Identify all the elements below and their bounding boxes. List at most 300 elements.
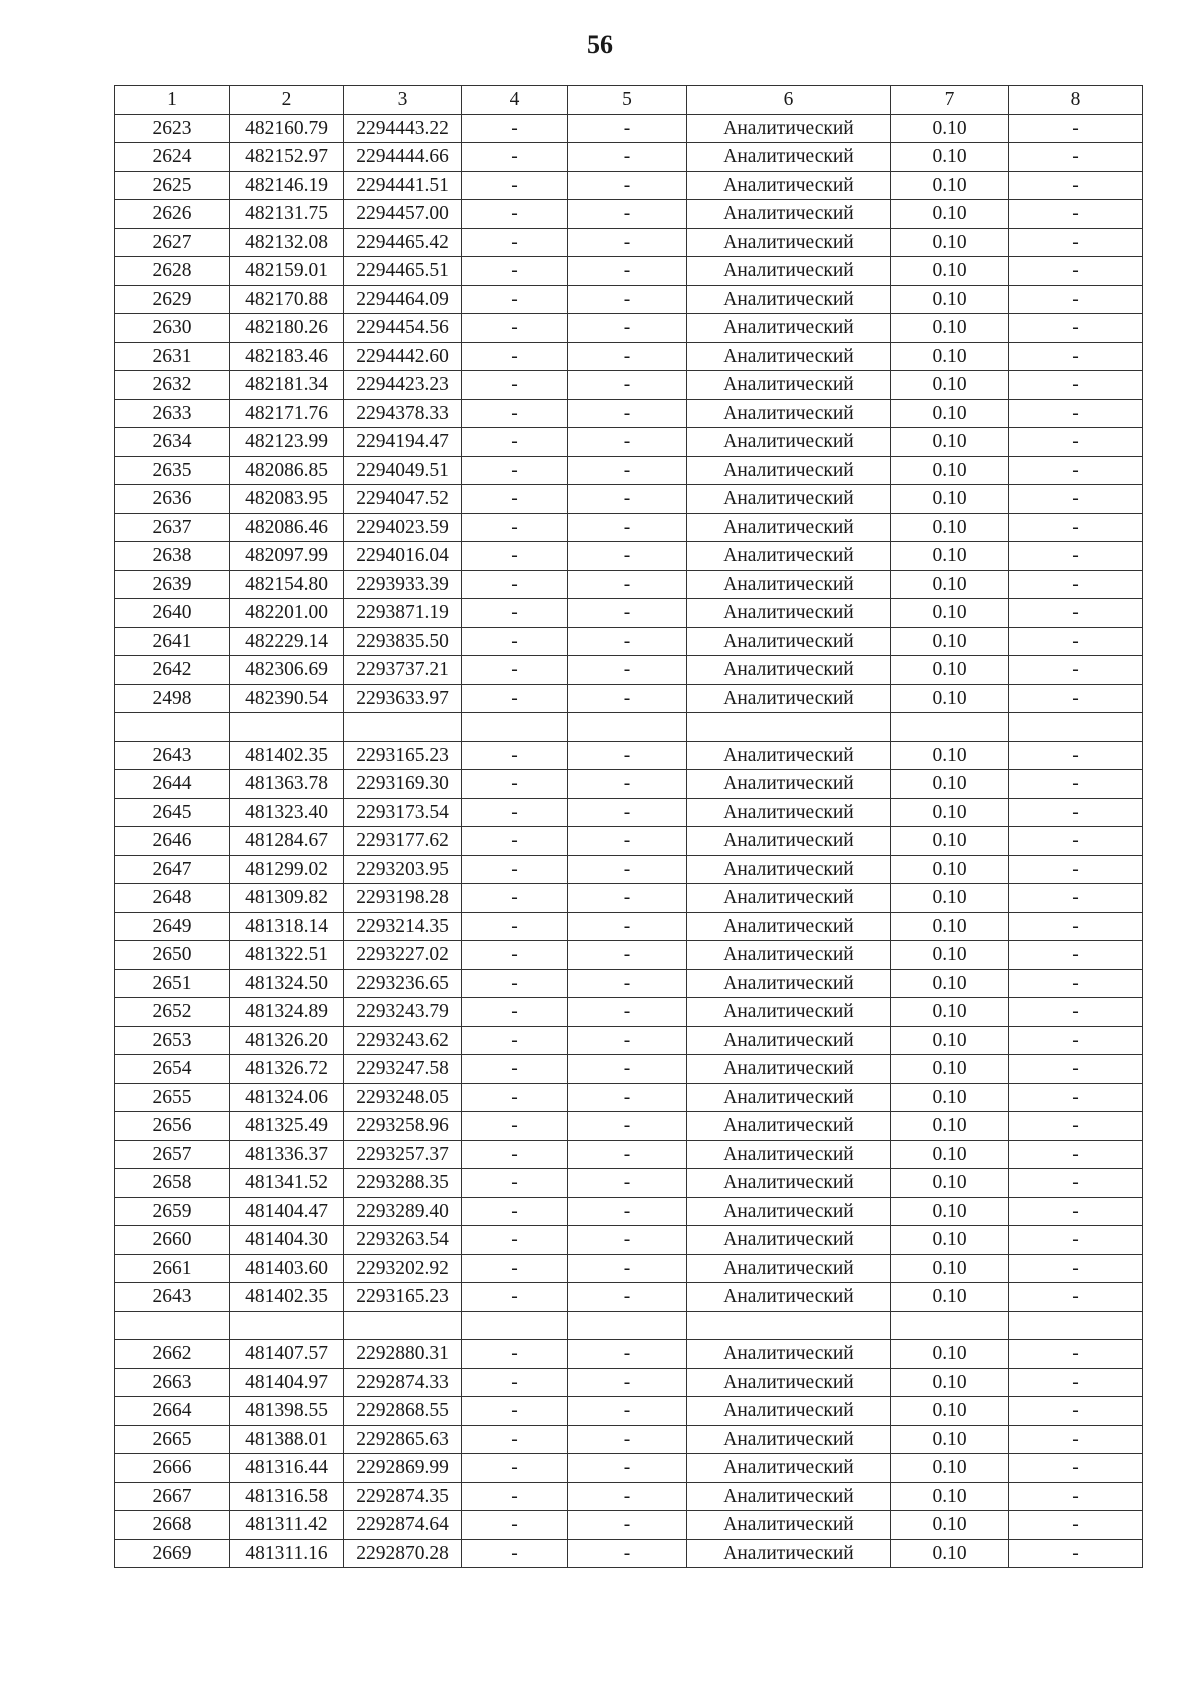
table-cell: 2294047.52 <box>344 485 462 514</box>
table-row <box>115 371 1143 400</box>
table-cell: 0.10 <box>891 941 1009 970</box>
table-cell: 0.10 <box>891 399 1009 428</box>
table-cell: - <box>568 1425 687 1454</box>
table-cell: 481324.50 <box>230 969 344 998</box>
table-row <box>115 285 1143 314</box>
table-cell: 2293243.62 <box>344 1026 462 1055</box>
table-cell: 2662 <box>115 1340 230 1369</box>
table-cell: 2293247.58 <box>344 1055 462 1084</box>
table-cell: 0.10 <box>891 513 1009 542</box>
table-cell: 2294378.33 <box>344 399 462 428</box>
table-row <box>115 513 1143 542</box>
table-cell: - <box>462 912 568 941</box>
table-body <box>115 114 1143 1568</box>
table-cell: 2643 <box>115 1283 230 1312</box>
table-cell: 0.10 <box>891 1112 1009 1141</box>
table-cell: - <box>462 855 568 884</box>
table-cell: - <box>1009 684 1143 713</box>
table-cell: - <box>568 1368 687 1397</box>
table-cell: 482083.95 <box>230 485 344 514</box>
table-cell: 2292869.99 <box>344 1454 462 1483</box>
table-row <box>115 114 1143 143</box>
table-cell: - <box>568 770 687 799</box>
table-cell: 2294465.42 <box>344 228 462 257</box>
table-cell: 2294443.22 <box>344 114 462 143</box>
table-cell: - <box>568 114 687 143</box>
table-cell: 2632 <box>115 371 230 400</box>
table-cell: - <box>568 542 687 571</box>
table-cell: Аналитический <box>687 770 891 799</box>
table-cell: Аналитический <box>687 1340 891 1369</box>
table-cell: - <box>1009 912 1143 941</box>
table-cell: 0.10 <box>891 143 1009 172</box>
table-cell: 482132.08 <box>230 228 344 257</box>
table-cell: - <box>462 1340 568 1369</box>
table-cell: 2630 <box>115 314 230 343</box>
table-row <box>115 969 1143 998</box>
table-cell: 2631 <box>115 342 230 371</box>
table-cell: - <box>568 513 687 542</box>
table-cell: - <box>568 1511 687 1540</box>
table-cell: - <box>568 1340 687 1369</box>
table-row <box>115 599 1143 628</box>
table-cell: - <box>462 599 568 628</box>
table-cell: 2293258.96 <box>344 1112 462 1141</box>
table-cell: 2639 <box>115 570 230 599</box>
table-cell: 0.10 <box>891 314 1009 343</box>
table-cell: - <box>1009 285 1143 314</box>
table-cell: Аналитический <box>687 399 891 428</box>
table-cell: 481324.06 <box>230 1083 344 1112</box>
table-cell: Аналитический <box>687 1226 891 1255</box>
table-cell: Аналитический <box>687 257 891 286</box>
table-row <box>115 456 1143 485</box>
table-row <box>115 1169 1143 1198</box>
table-cell: Аналитический <box>687 1083 891 1112</box>
table-cell: 481323.40 <box>230 798 344 827</box>
table-row <box>115 314 1143 343</box>
table-cell: Аналитический <box>687 485 891 514</box>
table-cell: 2294464.09 <box>344 285 462 314</box>
table-row <box>115 1425 1143 1454</box>
table-cell: Аналитический <box>687 1254 891 1283</box>
table-cell: - <box>462 228 568 257</box>
table-cell: - <box>568 941 687 970</box>
table-cell: 2659 <box>115 1197 230 1226</box>
table-row <box>115 1340 1143 1369</box>
table-cell: 0.10 <box>891 1197 1009 1226</box>
table-cell: 2667 <box>115 1482 230 1511</box>
table-cell: - <box>462 171 568 200</box>
table-separator-row <box>115 713 1143 742</box>
table-cell: - <box>1009 513 1143 542</box>
table-cell: 2663 <box>115 1368 230 1397</box>
table-cell: 0.10 <box>891 884 1009 913</box>
table-cell: - <box>462 342 568 371</box>
table-cell: - <box>1009 1368 1143 1397</box>
table-cell: 481388.01 <box>230 1425 344 1454</box>
table-cell: 2648 <box>115 884 230 913</box>
table-cell: - <box>462 827 568 856</box>
table-cell: 2294444.66 <box>344 143 462 172</box>
table-cell: 0.10 <box>891 485 1009 514</box>
table-row <box>115 1140 1143 1169</box>
table-row <box>115 143 1143 172</box>
table-cell: Аналитический <box>687 1283 891 1312</box>
table-cell <box>115 1311 230 1340</box>
table-cell: 481398.55 <box>230 1397 344 1426</box>
table-cell: - <box>1009 1397 1143 1426</box>
table-cell: 0.10 <box>891 1482 1009 1511</box>
column-header: 5 <box>568 86 687 115</box>
table-cell: 2293243.79 <box>344 998 462 1027</box>
table-cell: - <box>462 371 568 400</box>
table-cell: - <box>568 1482 687 1511</box>
table-row <box>115 1283 1143 1312</box>
table-cell: 2292868.55 <box>344 1397 462 1426</box>
table-row <box>115 941 1143 970</box>
table-cell: Аналитический <box>687 542 891 571</box>
table-cell: - <box>568 1226 687 1255</box>
table-cell: - <box>568 827 687 856</box>
table-cell: - <box>1009 570 1143 599</box>
table-cell: - <box>568 1454 687 1483</box>
table-cell: - <box>1009 1254 1143 1283</box>
table-cell: 2651 <box>115 969 230 998</box>
table-row <box>115 1539 1143 1568</box>
table-cell <box>1009 1311 1143 1340</box>
table-cell: 2293227.02 <box>344 941 462 970</box>
table-cell: - <box>568 1140 687 1169</box>
table-cell: 0.10 <box>891 770 1009 799</box>
table-cell: - <box>568 399 687 428</box>
table-separator-row <box>115 1311 1143 1340</box>
table-cell <box>115 713 230 742</box>
table-cell: 2293288.35 <box>344 1169 462 1198</box>
table-cell: - <box>1009 1482 1143 1511</box>
column-header: 3 <box>344 86 462 115</box>
table-cell: 2292874.35 <box>344 1482 462 1511</box>
table-cell: - <box>1009 114 1143 143</box>
table-cell: 0.10 <box>891 912 1009 941</box>
table-cell: Аналитический <box>687 656 891 685</box>
table-cell: Аналитический <box>687 1454 891 1483</box>
table-cell: - <box>462 1539 568 1568</box>
table-cell: 0.10 <box>891 371 1009 400</box>
table-cell <box>462 713 568 742</box>
table-cell: - <box>568 855 687 884</box>
column-header: 6 <box>687 86 891 115</box>
table-cell: 2292874.33 <box>344 1368 462 1397</box>
table-cell: 2658 <box>115 1169 230 1198</box>
table-cell: Аналитический <box>687 998 891 1027</box>
table-cell: - <box>1009 1026 1143 1055</box>
table-cell: 481404.47 <box>230 1197 344 1226</box>
table-cell: 2294465.51 <box>344 257 462 286</box>
table-cell: 482306.69 <box>230 656 344 685</box>
table-cell: Аналитический <box>687 285 891 314</box>
table-cell: 2294049.51 <box>344 456 462 485</box>
table-cell: 481316.44 <box>230 1454 344 1483</box>
table-cell: - <box>1009 200 1143 229</box>
table-cell: - <box>1009 1140 1143 1169</box>
table-cell: - <box>568 1112 687 1141</box>
table-row <box>115 1112 1143 1141</box>
table-cell: - <box>462 627 568 656</box>
table-cell: 2293236.65 <box>344 969 462 998</box>
table-cell: - <box>568 912 687 941</box>
table-cell: - <box>1009 1425 1143 1454</box>
table-cell: 481284.67 <box>230 827 344 856</box>
table-cell: - <box>462 1140 568 1169</box>
table-cell: - <box>1009 228 1143 257</box>
table-cell <box>344 713 462 742</box>
table-row <box>115 228 1143 257</box>
table-cell: 0.10 <box>891 1026 1009 1055</box>
table-cell: 2293203.95 <box>344 855 462 884</box>
table-cell: - <box>568 1254 687 1283</box>
table-cell: - <box>1009 456 1143 485</box>
table-cell: 2642 <box>115 656 230 685</box>
table-cell: 482097.99 <box>230 542 344 571</box>
table-cell: - <box>1009 1112 1143 1141</box>
table-cell: 481309.82 <box>230 884 344 913</box>
table-cell <box>344 1311 462 1340</box>
table-cell: - <box>1009 827 1143 856</box>
table-cell: - <box>568 1283 687 1312</box>
table-cell: Аналитический <box>687 1112 891 1141</box>
table-cell: 482086.46 <box>230 513 344 542</box>
table-cell: 0.10 <box>891 342 1009 371</box>
table-cell: - <box>1009 399 1143 428</box>
table-cell: - <box>462 285 568 314</box>
table-cell: 0.10 <box>891 257 1009 286</box>
table-cell: 2625 <box>115 171 230 200</box>
table-cell: - <box>462 998 568 1027</box>
table-cell: Аналитический <box>687 1368 891 1397</box>
table-cell: - <box>568 1026 687 1055</box>
table-row <box>115 1083 1143 1112</box>
table-cell: - <box>1009 1283 1143 1312</box>
table-row <box>115 684 1143 713</box>
table-row <box>115 1454 1143 1483</box>
table-cell: Аналитический <box>687 1397 891 1426</box>
table-cell: 481325.49 <box>230 1112 344 1141</box>
table-cell: - <box>568 285 687 314</box>
table-cell: 482131.75 <box>230 200 344 229</box>
table-cell: 2635 <box>115 456 230 485</box>
table-cell: - <box>568 143 687 172</box>
table-cell: - <box>462 570 568 599</box>
table-cell: - <box>568 200 687 229</box>
table-cell <box>891 713 1009 742</box>
table-cell: 2623 <box>115 114 230 143</box>
table-cell: - <box>462 1397 568 1426</box>
table-cell: - <box>568 1169 687 1198</box>
table-cell: Аналитический <box>687 314 891 343</box>
table-cell: 482180.26 <box>230 314 344 343</box>
table-cell: 0.10 <box>891 1083 1009 1112</box>
table-row <box>115 998 1143 1027</box>
table-cell: 481404.30 <box>230 1226 344 1255</box>
table-cell: - <box>568 741 687 770</box>
table-cell: 0.10 <box>891 114 1009 143</box>
table-cell: 481326.20 <box>230 1026 344 1055</box>
table-cell: 482183.46 <box>230 342 344 371</box>
table-cell <box>462 1311 568 1340</box>
table-cell: - <box>568 884 687 913</box>
table-cell: 481363.78 <box>230 770 344 799</box>
table-cell: 481299.02 <box>230 855 344 884</box>
table-row <box>115 884 1143 913</box>
table-cell: - <box>1009 428 1143 457</box>
table-cell: - <box>568 1397 687 1426</box>
table-cell: 481316.58 <box>230 1482 344 1511</box>
table-cell: 0.10 <box>891 456 1009 485</box>
table-cell: 2293198.28 <box>344 884 462 913</box>
table-cell: 0.10 <box>891 1454 1009 1483</box>
table-cell: 2640 <box>115 599 230 628</box>
table-cell: 2647 <box>115 855 230 884</box>
column-header: 4 <box>462 86 568 115</box>
table-cell: 2293263.54 <box>344 1226 462 1255</box>
table-row <box>115 827 1143 856</box>
table-cell: 481341.52 <box>230 1169 344 1198</box>
table-cell: 0.10 <box>891 599 1009 628</box>
table-cell: - <box>1009 855 1143 884</box>
table-cell: - <box>462 1454 568 1483</box>
table-cell: - <box>462 969 568 998</box>
table-row <box>115 570 1143 599</box>
table-cell: 2664 <box>115 1397 230 1426</box>
table-cell: - <box>1009 741 1143 770</box>
table-cell: - <box>568 570 687 599</box>
table-cell: 0.10 <box>891 969 1009 998</box>
table-cell: - <box>568 371 687 400</box>
table-cell: 2293835.50 <box>344 627 462 656</box>
table-cell: - <box>568 656 687 685</box>
table-cell: Аналитический <box>687 1482 891 1511</box>
table-cell: Аналитический <box>687 1425 891 1454</box>
table-cell: - <box>1009 1340 1143 1369</box>
table-cell: - <box>568 969 687 998</box>
table-cell: 2292880.31 <box>344 1340 462 1369</box>
table-cell: - <box>568 1055 687 1084</box>
table-cell: - <box>1009 1055 1143 1084</box>
table-cell: Аналитический <box>687 513 891 542</box>
table-cell: - <box>462 314 568 343</box>
table-cell: - <box>568 485 687 514</box>
table-row <box>115 342 1143 371</box>
table-cell: - <box>462 884 568 913</box>
table-cell: 0.10 <box>891 827 1009 856</box>
table-cell: - <box>462 1169 568 1198</box>
table-cell: 2293633.97 <box>344 684 462 713</box>
table-row <box>115 428 1143 457</box>
table-cell: 0.10 <box>891 570 1009 599</box>
table-cell: 2646 <box>115 827 230 856</box>
table-cell: 0.10 <box>891 1425 1009 1454</box>
table-cell: Аналитический <box>687 371 891 400</box>
table-cell: 482159.01 <box>230 257 344 286</box>
table-cell: 0.10 <box>891 1368 1009 1397</box>
table-cell: - <box>1009 1454 1143 1483</box>
table-cell: - <box>568 171 687 200</box>
table-cell: 2661 <box>115 1254 230 1283</box>
table-cell: 2666 <box>115 1454 230 1483</box>
table-cell: 2294457.00 <box>344 200 462 229</box>
table-cell: 0.10 <box>891 1397 1009 1426</box>
table-cell: Аналитический <box>687 570 891 599</box>
table-cell: - <box>462 1112 568 1141</box>
table-cell: 482123.99 <box>230 428 344 457</box>
table-cell: Аналитический <box>687 200 891 229</box>
table-cell: - <box>568 684 687 713</box>
table-cell: - <box>1009 1083 1143 1112</box>
page-number: 56 <box>587 30 613 59</box>
table-cell: 0.10 <box>891 741 1009 770</box>
table-row <box>115 1254 1143 1283</box>
table-cell: - <box>568 599 687 628</box>
table-cell: - <box>462 200 568 229</box>
table-cell: 0.10 <box>891 542 1009 571</box>
table-cell: - <box>1009 798 1143 827</box>
table-cell: - <box>1009 542 1143 571</box>
table-cell: 2293177.62 <box>344 827 462 856</box>
table-cell: - <box>1009 342 1143 371</box>
table-cell <box>891 1311 1009 1340</box>
table-row <box>115 171 1143 200</box>
table-cell: 2636 <box>115 485 230 514</box>
table-cell: - <box>1009 371 1143 400</box>
table-cell: 482171.76 <box>230 399 344 428</box>
table-cell: 481404.97 <box>230 1368 344 1397</box>
table-row <box>115 1055 1143 1084</box>
table-row <box>115 912 1143 941</box>
table-cell: Аналитический <box>687 428 891 457</box>
table-cell: 2652 <box>115 998 230 1027</box>
table-cell: 2293202.92 <box>344 1254 462 1283</box>
table-cell: 482160.79 <box>230 114 344 143</box>
table-cell: - <box>462 1026 568 1055</box>
table-cell: - <box>462 143 568 172</box>
table-cell: 2629 <box>115 285 230 314</box>
table-cell <box>230 713 344 742</box>
table-cell: 0.10 <box>891 228 1009 257</box>
table-cell: - <box>568 456 687 485</box>
table-cell: 2644 <box>115 770 230 799</box>
table-cell <box>568 1311 687 1340</box>
table-row <box>115 1026 1143 1055</box>
table-cell: Аналитический <box>687 969 891 998</box>
table-cell: 0.10 <box>891 1169 1009 1198</box>
table-cell <box>687 1311 891 1340</box>
table-cell: - <box>1009 884 1143 913</box>
table-row <box>115 257 1143 286</box>
table-cell: - <box>1009 1226 1143 1255</box>
table-cell: 2292870.28 <box>344 1539 462 1568</box>
table-row <box>115 627 1143 656</box>
table-row <box>115 1226 1143 1255</box>
table-cell: 0.10 <box>891 855 1009 884</box>
table-cell: 2650 <box>115 941 230 970</box>
table-row <box>115 855 1143 884</box>
table-cell: - <box>462 114 568 143</box>
table-cell: 0.10 <box>891 1254 1009 1283</box>
table-cell <box>230 1311 344 1340</box>
table-cell: - <box>462 542 568 571</box>
table-cell: Аналитический <box>687 684 891 713</box>
